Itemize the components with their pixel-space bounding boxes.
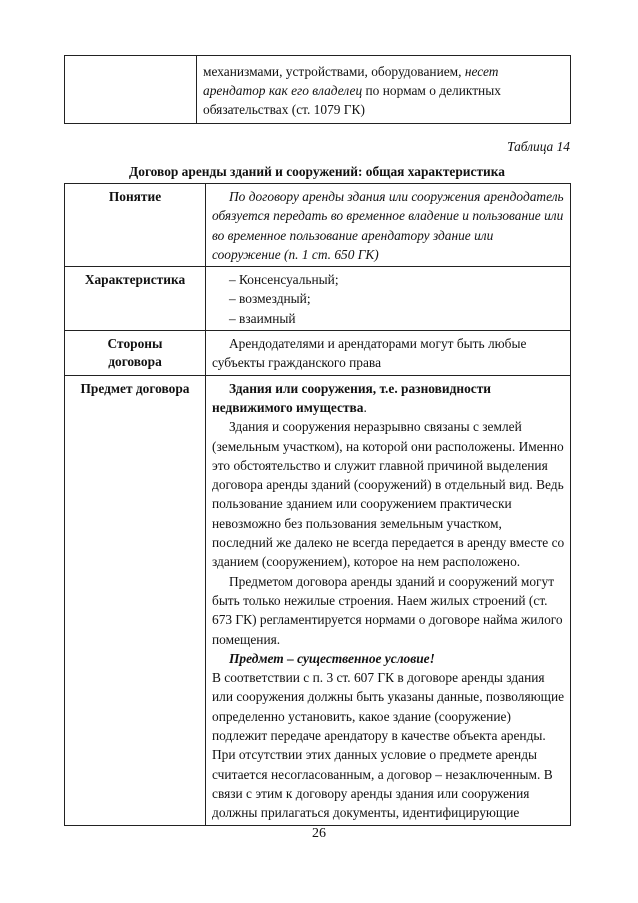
characteristic-item: – Консенсуальный; bbox=[229, 272, 339, 288]
row-label-parties bbox=[65, 331, 206, 376]
empty-label-cell bbox=[65, 56, 197, 124]
continuation-text-cell bbox=[197, 56, 571, 124]
subject-heading: Предмет – существенное условие! bbox=[229, 650, 435, 666]
table-number: Таблица 14 bbox=[507, 139, 570, 154]
row-label-characteristic: Характеристика bbox=[65, 267, 206, 331]
subject-paragraph-2: Здания и сооружения неразрывно связаны с землей (земельным участком), на которой они расположены. Именно это обстоятельство и служит главной причиной выделения договора аренды зданий (сооружений) в отдельный вид. Ведь пользование зданием или сооружением практически невозможно без пользования земельным участком, последний же далеко не всегда передается в аренду вместе со зданием (сооружением), которое на нем расположено. bbox=[212, 419, 565, 570]
continuation-text-italic: несет арендатор как его владелец bbox=[203, 64, 499, 98]
row-value-characteristic bbox=[206, 267, 571, 331]
continuation-table bbox=[64, 55, 571, 124]
row-value-concept bbox=[206, 184, 571, 267]
table-row bbox=[65, 56, 571, 124]
continuation-text-start: механизмами, устройствами, оборудованием, bbox=[203, 64, 465, 79]
characteristics-table bbox=[64, 183, 571, 826]
subject-paragraph-3: Предметом договора аренды зданий и сооружений могут быть только нежилые строения. Наем жилых строений (ст. 673 ГК) регламентируется нормами о договоре найма жилого помещения. bbox=[212, 573, 563, 647]
page-number: 26 bbox=[312, 826, 326, 841]
concept-text: По договору аренды здания или сооружения арендодатель обязуется передать во временное владение и пользование или во временное пользование арендатору здание или сооружение (п. 1 ст. 650 ГК) bbox=[212, 189, 564, 262]
table-title: Договор аренды зданий и сооружений: общая характеристика bbox=[129, 164, 505, 179]
subject-paragraph-1 bbox=[212, 379, 565, 418]
table-row bbox=[65, 331, 571, 376]
continuation-text-end: по нормам о деликтных обязательствах (ст. 1079 ГК) bbox=[203, 83, 501, 117]
subject-paragraph-4: В соответствии с п. 3 ст. 607 ГК в договоре аренды здания или сооружения должны быть указаны данные, позволяющие определенно установить, какое здание (сооружение) подлежит передаче арендатору в качестве объекта аренды. При отсутствии этих данных условие о предмете аренды считается несогласованным, а договор – незаключенным. В связи с этим к договору аренды здания или сооружения должны прилагаться документы, идентифицирующие bbox=[212, 670, 565, 821]
characteristic-item: – возмездный; bbox=[229, 291, 311, 307]
row-label-subject: Предмет договора bbox=[65, 375, 206, 825]
characteristic-item: – взаимный bbox=[229, 310, 296, 326]
row-value-subject bbox=[206, 375, 571, 825]
parties-label-line: договора bbox=[108, 354, 162, 370]
parties-text: Арендодателями и арендаторами могут быть любые субъекты гражданского права bbox=[212, 336, 527, 371]
table-row bbox=[65, 267, 571, 331]
parties-label-line: Стороны bbox=[107, 336, 163, 352]
subject-bold-end: . bbox=[363, 399, 367, 415]
table-row bbox=[65, 375, 571, 825]
subject-bold-text: Здания или сооружения, т.е. разновидности недвижимого имущества bbox=[212, 380, 492, 415]
table-row bbox=[65, 184, 571, 267]
row-value-parties bbox=[206, 331, 571, 376]
row-label-concept: Понятие bbox=[65, 184, 206, 267]
